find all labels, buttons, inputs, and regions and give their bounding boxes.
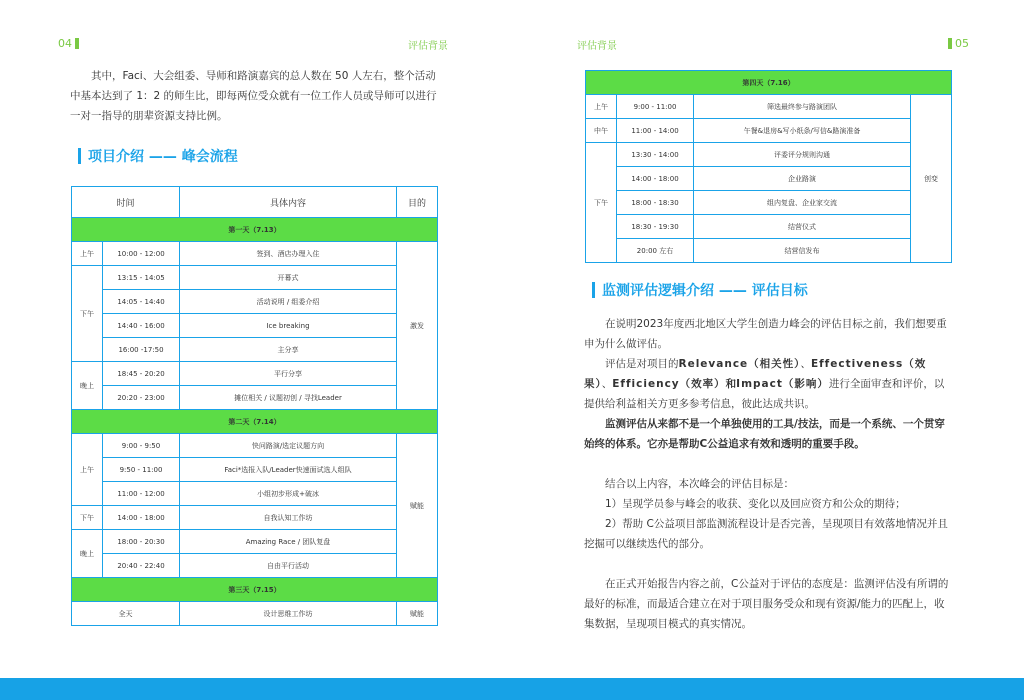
body-text: 1）呈现学员参与峰会的收获、变化以及回应资方和公众的期待； <box>605 498 906 510</box>
intro-paragraph-text: 其中，Faci、大会组委、导师和路演嘉宾的总人数在 50 人左右，整个活动中基本达到了 1：2 的师生比，即每两位受众就有一位工作人员或导师可以进行一对一指导的朋辈资源支持比例。 <box>70 70 437 122</box>
table-row <box>586 143 952 167</box>
day-row <box>586 71 952 95</box>
time-cell: 16:00 -17:50 <box>103 338 180 362</box>
content-cell: 午餐&退房&写小纸条/写信&路演准备 <box>694 119 911 143</box>
body-text: 在说明2023年度西北地区大学生创造力峰会的评估目标之前，我们想要重申为什么做评估。 <box>584 318 947 350</box>
period-cell: 下午 <box>586 143 617 263</box>
time-cell: 11:00 - 14:00 <box>617 119 694 143</box>
body-text: 、 <box>800 358 811 370</box>
body-paragraph <box>584 494 952 514</box>
content-cell: Amazing Race / 团队复盘 <box>180 530 397 554</box>
period-cell: 下午 <box>72 506 103 530</box>
table-row <box>72 362 438 386</box>
content-cell: 企业路演 <box>694 167 911 191</box>
time-cell: 9:00 - 9:50 <box>103 434 180 458</box>
content-cell: 评委评分规则沟通 <box>694 143 911 167</box>
table-row <box>72 482 438 506</box>
period-cell: 上午 <box>72 434 103 506</box>
body-paragraph-bold <box>584 414 952 454</box>
bottom-color-bar <box>0 678 1024 700</box>
period-cell: 下午 <box>72 266 103 362</box>
time-cell: 20:20 - 23:00 <box>103 386 180 410</box>
time-cell: 13:30 - 14:00 <box>617 143 694 167</box>
header-title-right: 评估背景 <box>577 41 617 52</box>
header-content: 具体内容 <box>180 187 397 218</box>
day-label: 第一天（7.13） <box>72 218 438 242</box>
content-cell: 自我认知工作坊 <box>180 506 397 530</box>
table-header-row <box>72 187 438 218</box>
body-paragraph <box>584 514 952 554</box>
content-cell: Ice breaking <box>180 314 397 338</box>
time-cell: 11:00 - 12:00 <box>103 482 180 506</box>
time-cell: 18:00 - 20:30 <box>103 530 180 554</box>
header-time: 时间 <box>72 187 180 218</box>
section-heading-schedule <box>78 146 238 166</box>
purpose-cell: 赋能 <box>397 434 438 578</box>
time-cell: 20:40 - 22:40 <box>103 554 180 578</box>
time-cell: 18:00 - 18:30 <box>617 191 694 215</box>
content-cell: 结营仪式 <box>694 215 911 239</box>
page-number-text: 04 <box>58 37 72 50</box>
time-cell: 18:30 - 19:30 <box>617 215 694 239</box>
period-cell: 上午 <box>72 242 103 266</box>
table-row <box>586 215 952 239</box>
body-text: 评估是对项目的 <box>605 358 679 370</box>
term-impact: Impact（影响） <box>736 378 829 390</box>
table-row <box>586 191 952 215</box>
body-text: 、 <box>601 378 613 390</box>
table-row <box>72 386 438 410</box>
period-cell: 晚上 <box>72 530 103 578</box>
table-row <box>586 167 952 191</box>
evaluation-body <box>584 314 952 634</box>
body-paragraph <box>584 474 952 494</box>
day-label: 第三天（7.15） <box>72 578 438 602</box>
term-efficiency: Efficiency（效率） <box>612 378 726 390</box>
content-cell: 小组初步形成+破冰 <box>180 482 397 506</box>
table-row <box>72 290 438 314</box>
section-heading-text: 项目介绍 —— 峰会流程 <box>88 149 238 165</box>
table-row <box>72 242 438 266</box>
heading-bar <box>592 282 595 298</box>
page-number-bar <box>75 38 79 49</box>
body-paragraph <box>584 354 952 414</box>
content-cell: 平行分享 <box>180 362 397 386</box>
time-cell: 20:00 左右 <box>617 239 694 263</box>
purpose-cell: 赋能 <box>397 602 438 626</box>
table-row <box>586 95 952 119</box>
table-row <box>586 119 952 143</box>
body-text: 在正式开始报告内容之前，C公益对于评估的态度是：监测评估没有所谓的最好的标准，而最适合建立在对于项目服务受众和现有资源/能力的匹配上，收集数据，呈现项目模式的真实情况。 <box>584 578 949 630</box>
table-row <box>72 458 438 482</box>
content-cell: 开幕式 <box>180 266 397 290</box>
body-text: 和 <box>725 378 737 390</box>
section-heading-evaluation-goals <box>592 280 808 300</box>
content-cell: 主分享 <box>180 338 397 362</box>
page-number-left <box>58 37 79 50</box>
page-number-bar <box>948 38 952 49</box>
table-row <box>72 338 438 362</box>
time-cell: 9:50 - 11:00 <box>103 458 180 482</box>
content-cell: 筛选最终参与路演团队 <box>694 95 911 119</box>
table-row <box>72 434 438 458</box>
body-paragraph <box>584 574 952 634</box>
schedule-table-day-4 <box>585 70 952 263</box>
content-cell: 摊位相关 / 议题初创 / 寻找Leader <box>180 386 397 410</box>
time-cell: 14:00 - 18:00 <box>617 167 694 191</box>
day-label: 第四天（7.16） <box>586 71 952 95</box>
header-purpose: 目的 <box>397 187 438 218</box>
table-row <box>72 506 438 530</box>
day-row <box>72 218 438 242</box>
page-number-text: 05 <box>955 37 969 50</box>
table-row <box>72 266 438 290</box>
section-heading-text: 监测评估逻辑介绍 —— 评估目标 <box>602 283 808 299</box>
time-cell: 9:00 - 11:00 <box>617 95 694 119</box>
content-cell: 签到、酒店办理入住 <box>180 242 397 266</box>
content-cell: 设计思维工作坊 <box>180 602 397 626</box>
term-effectiveness: Effectiveness（效果） <box>584 358 927 390</box>
period-cell: 晚上 <box>72 362 103 410</box>
body-text: 监测评估从来都不是一个单独使用的工具/技法，而是一个系统、一个贯穿始终的体系。它亦是帮助C公益追求有效和透明的重要手段。 <box>584 418 945 450</box>
body-text: 结合以上内容，本次峰会的评估目标是： <box>605 478 794 490</box>
term-relevance: Relevance（相关性） <box>678 358 801 370</box>
time-cell: 10:00 - 12:00 <box>103 242 180 266</box>
purpose-cell: 创变 <box>911 95 952 263</box>
day-row <box>72 578 438 602</box>
heading-bar <box>78 148 81 164</box>
period-cell: 中午 <box>586 119 617 143</box>
body-text: 2）帮助 C公益项目部监测流程设计是否完善，呈现项目有效落地情况并且挖掘可以继续迭代的部分。 <box>584 518 948 550</box>
page-number-right <box>948 37 969 50</box>
time-cell: 14:40 - 16:00 <box>103 314 180 338</box>
time-cell: 14:05 - 14:40 <box>103 290 180 314</box>
content-cell: 结营信发布 <box>694 239 911 263</box>
day-row <box>72 410 438 434</box>
period-cell: 全天 <box>72 602 180 626</box>
table-row <box>72 602 438 626</box>
content-cell: 活动说明 / 组委介绍 <box>180 290 397 314</box>
body-paragraph <box>584 314 952 354</box>
time-cell: 14:00 - 18:00 <box>103 506 180 530</box>
table-row <box>72 530 438 554</box>
purpose-cell: 激发 <box>397 242 438 410</box>
content-cell: 快问路演/选定议题方向 <box>180 434 397 458</box>
time-cell: 18:45 - 20:20 <box>103 362 180 386</box>
content-cell: 自由平行活动 <box>180 554 397 578</box>
time-cell: 13:15 - 14:05 <box>103 266 180 290</box>
period-cell: 上午 <box>586 95 617 119</box>
table-row <box>586 239 952 263</box>
day-label: 第二天（7.14） <box>72 410 438 434</box>
table-row <box>72 314 438 338</box>
content-cell: Faci*选报入队/Leader快速面试选人组队 <box>180 458 397 482</box>
header-title-left: 评估背景 <box>408 41 448 52</box>
table-row <box>72 554 438 578</box>
schedule-table-days-1-3 <box>71 186 438 626</box>
body-text: 进行全面审查和评价，以提供给利益相关方更多参考信息，彼此达成共识。 <box>584 378 945 410</box>
content-cell: 组内复盘、企业家交流 <box>694 191 911 215</box>
intro-paragraph <box>70 66 438 126</box>
